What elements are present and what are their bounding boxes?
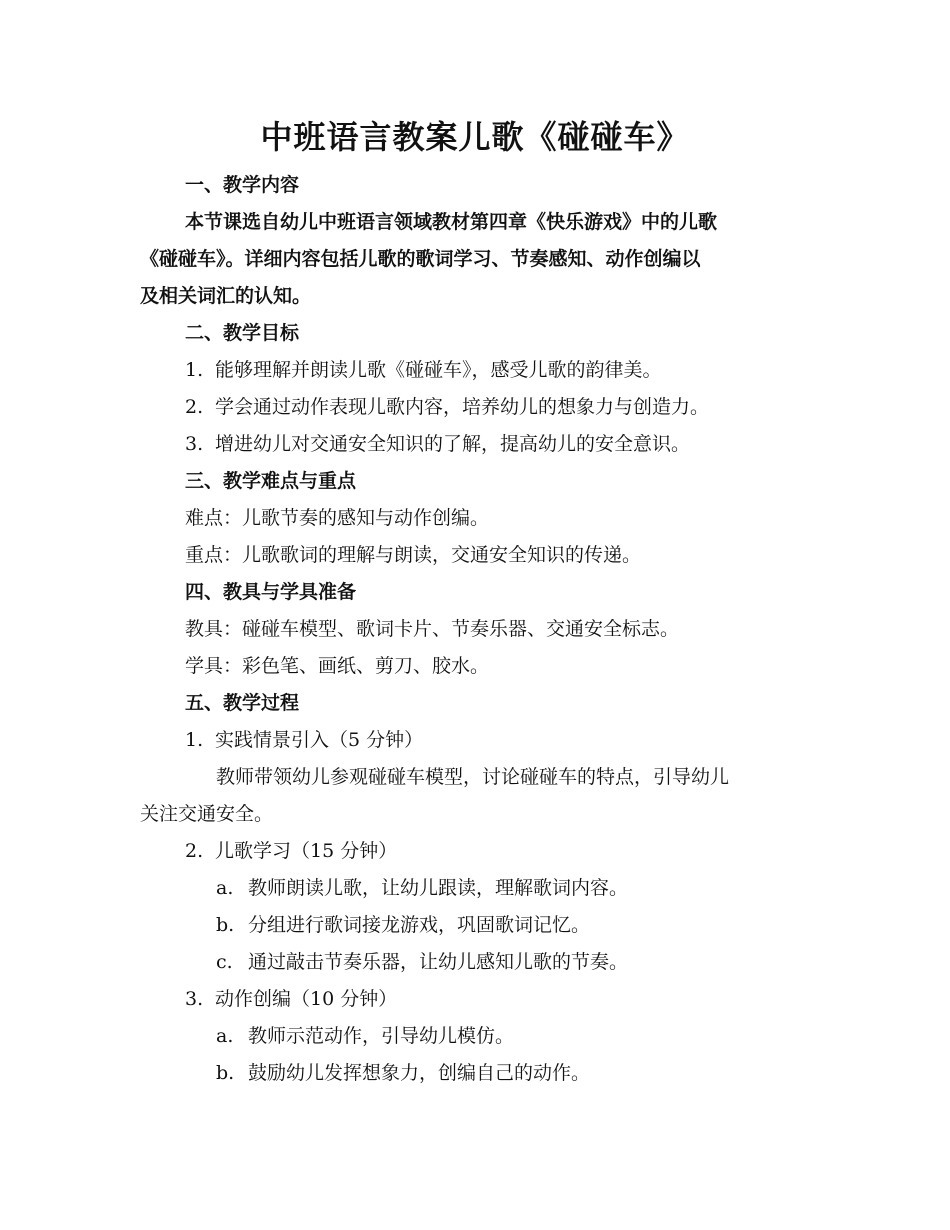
objective-item — [185, 394, 709, 420]
content-paragraph-line-1: 本节课选自幼儿中班语言领域教材第四章《快乐游戏》中的儿歌 — [185, 211, 718, 233]
sub-step — [216, 949, 628, 975]
step-title: 儿歌学习（15 分钟） — [215, 840, 398, 862]
sub-step — [216, 1060, 590, 1086]
objective-text: 学会通过动作表现儿歌内容，培养幼儿的想象力与创造力。 — [215, 396, 710, 418]
step-title: 实践情景引入（5 分钟） — [215, 729, 424, 751]
process-step — [185, 727, 423, 753]
teaching-aids-line: 教具：碰碰车模型、歌词卡片、节奏乐器、交通安全标志。 — [185, 618, 680, 640]
section-heading-difficulties: 三、教学难点与重点 — [185, 470, 357, 492]
sub-step-label: b. — [216, 914, 235, 936]
sub-step-text: 教师朗读儿歌，让幼儿跟读，理解歌词内容。 — [248, 877, 629, 899]
process-step — [185, 986, 397, 1012]
sub-step-label: a. — [216, 1025, 234, 1047]
step-paragraph-line-1: 教师带领幼儿参观碰碰车模型，讨论碰碰车的特点，引导幼儿 — [216, 766, 730, 788]
sub-step-text: 通过敲击节奏乐器，让幼儿感知儿歌的节奏。 — [248, 951, 629, 973]
sub-step-label: b. — [216, 1062, 235, 1084]
content-paragraph-line-2: 《碰碰车》。详细内容包括儿歌的歌词学习、节奏感知、动作创编以 — [140, 248, 701, 270]
objective-text: 增进幼儿对交通安全知识的了解，提高幼儿的安全意识。 — [215, 433, 691, 455]
sub-step-label: c. — [216, 951, 233, 973]
document-title: 中班语言教案儿歌《碰碰车》 — [260, 118, 690, 156]
section-heading-content: 一、教学内容 — [185, 174, 300, 196]
sub-step — [216, 875, 628, 901]
step-number: 1. — [185, 729, 204, 751]
sub-step-text: 鼓励幼儿发挥想象力，创编自己的动作。 — [248, 1062, 591, 1084]
sub-step — [216, 1023, 514, 1049]
objective-number: 3. — [185, 433, 204, 455]
learning-tools-line: 学具：彩色笔、画纸、剪刀、胶水。 — [185, 655, 490, 677]
step-number: 3. — [185, 988, 204, 1010]
objective-number: 1. — [185, 359, 204, 381]
objective-number: 2. — [185, 396, 204, 418]
step-number: 2. — [185, 840, 204, 862]
sub-step-text: 分组进行歌词接龙游戏，巩固歌词记忆。 — [248, 914, 591, 936]
process-step — [185, 838, 397, 864]
content-paragraph-line-3: 及相关词汇的认知。 — [140, 285, 312, 307]
sub-step — [216, 912, 590, 938]
objective-text: 能够理解并朗读儿歌《碰碰车》，感受儿歌的韵律美。 — [215, 359, 662, 381]
section-heading-materials: 四、教具与学具准备 — [185, 581, 357, 603]
sub-step-label: a. — [216, 877, 234, 899]
sub-step-text: 教师示范动作，引导幼儿模仿。 — [248, 1025, 515, 1047]
keypoint-line: 重点：儿歌歌词的理解与朗读，交通安全知识的传递。 — [185, 544, 642, 566]
step-paragraph-line-2: 关注交通安全。 — [140, 803, 274, 825]
objective-item — [185, 431, 690, 457]
difficulty-line: 难点：儿歌节奏的感知与动作创编。 — [185, 507, 490, 529]
step-title: 动作创编（10 分钟） — [215, 988, 398, 1010]
objective-item — [185, 357, 662, 383]
section-heading-process: 五、教学过程 — [185, 692, 300, 714]
section-heading-objectives: 二、教学目标 — [185, 322, 300, 344]
